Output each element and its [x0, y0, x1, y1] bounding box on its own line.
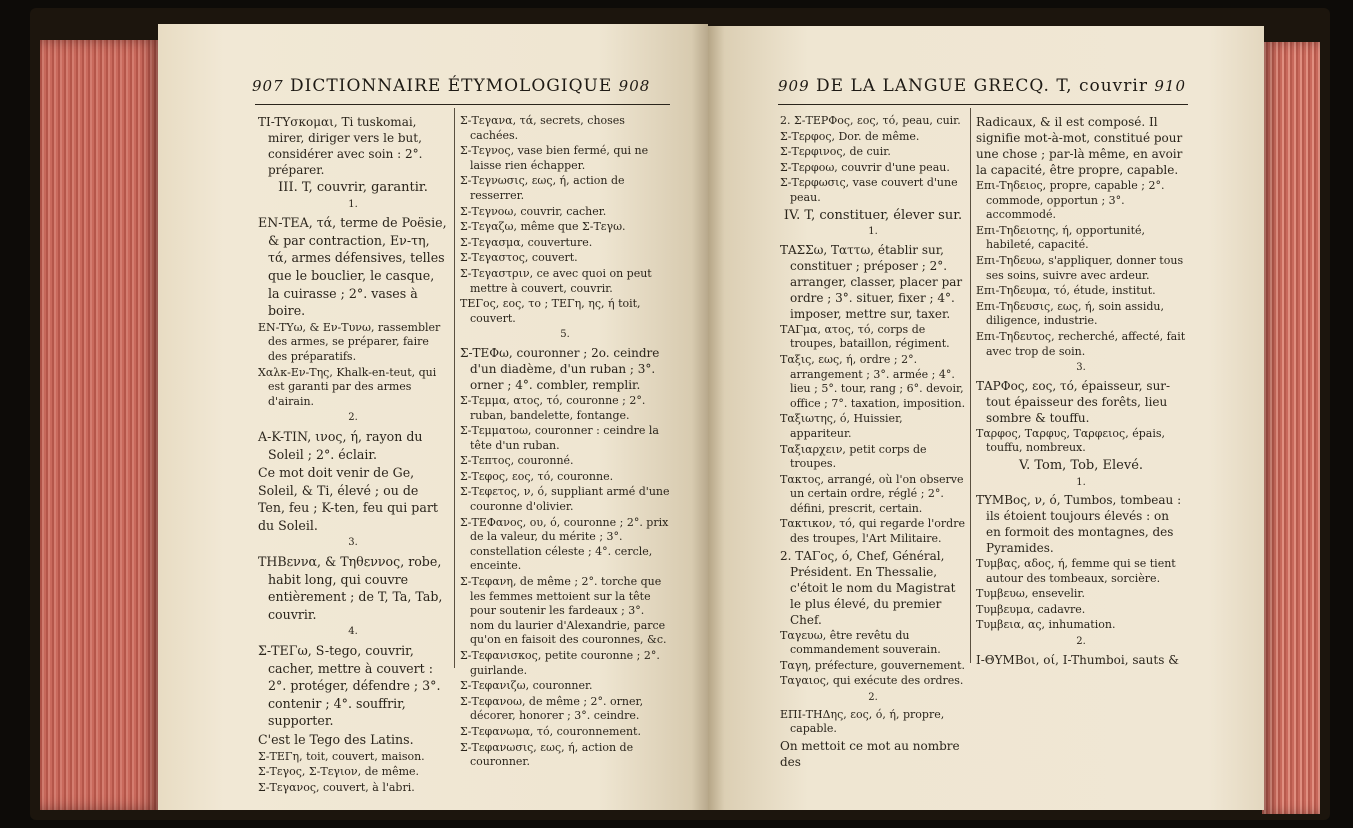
entry: EN-TΥω, & Εν-Τυνω, rassembler des armes, se préparer, faire des préparatifs.: [258, 320, 441, 363]
column-3: [780, 114, 966, 771]
entry: Σ-ΤΕΦανος, ου, ό, couronne ; 2°. prix de la valeur, du mérite ; 3°. constellation céleste ; 4°. cercle, enceinte.: [460, 515, 669, 573]
entry: Σ-Τερφινος, de cuir.: [780, 145, 891, 159]
entry: Επι-Τηδευτος, recherché, affecté, fait avec trop de soin.: [976, 329, 1186, 358]
entry-number: 5.: [560, 329, 570, 341]
entry: 2. ΤΑΓος, ό, Chef, Général, Président. En Thessalie, c'étoit le nom du Magistrat le plus élevé, du premier Chef.: [780, 548, 956, 627]
entry: Σ-TEΓω, S-tego, couvrir, cacher, mettre à couvert : 2°. protéger, défendre ; 3°. contenir ; 4°. souffrir, supporter.: [258, 643, 441, 729]
entry: ΤΑΓμα, ατος, τό, corps de troupes, bataillon, régiment.: [780, 322, 950, 351]
entry-note: C'est le Tego des Latins.: [258, 732, 414, 747]
entry-number: 4.: [348, 626, 358, 638]
entry: 2. Σ-ΤΕΡΦος, εος, τό, peau, cuir.: [780, 114, 961, 127]
entry: Ταξις, εως, ή, ordre ; 2°. arrangement ; 3°. armée ; 4°. lieu ; 5°. tour, rang ; 6°. devoir, office ; 7°. taxation, imposition.: [780, 352, 966, 410]
entry: Σ-Τεγασμα, couverture.: [460, 235, 593, 249]
entry: Σ-Τεφανωσις, εως, ή, action de couronner.: [460, 740, 634, 769]
entry: Σ-Τερφος, Dor. de même.: [780, 129, 920, 143]
entry: Σ-Τεγνοω, couvrir, cacher.: [460, 204, 607, 218]
entry: ΕΠΙ-ΤΗΔης, εος, ό, ή, propre, capable.: [780, 707, 945, 736]
entry: Τυμβεια, ας, inhumation.: [976, 618, 1116, 632]
entry: Σ-Τεφανιζω, couronner.: [460, 679, 593, 693]
entry: Σ-Τεφος, εος, τό, couronne.: [460, 469, 614, 483]
entry: Σ-Τεφανη, de même ; 2°. torche que les femmes mettoient sur la tête pour soutenir les fardeaux ; 3°. nom du laurier d'Alexandrie, parce qu'on en faisoit des couronnes, &c.: [460, 575, 667, 647]
section-heading: III. T, couvrir, garantir.: [278, 180, 428, 195]
entry: Ταγη, préfecture, gouvernement.: [780, 658, 966, 672]
right-page-title: DE LA LANGUE GRECQ. T, couvrir: [816, 76, 1148, 96]
entry: Ταγαιος, qui exécute des ordres.: [780, 674, 964, 688]
entry: Σ-Τεφανωμα, τό, couronnement.: [460, 724, 641, 738]
entry: Σ-Τεμμα, ατος, τό, couronne ; 2°. ruban, bandelette, fontange.: [460, 393, 646, 422]
entry-note: Radicaux, & il est composé. Il signifie mot-à-mot, constitué pour une chose ; par-là même, en avoir la capacité, être propre, capable.: [976, 115, 1183, 177]
entry: Επι-Τηδειος, propre, capable ; 2°. commode, opportun ; 3°. accommodé.: [976, 179, 1165, 222]
entry: Ταρφος, Ταρφυς, Ταρφειος, épais, touffu, nombreux.: [976, 426, 1165, 455]
entry: Σ-Τεγανα, τά, secrets, choses cachées.: [460, 114, 625, 142]
column-2: [460, 114, 670, 771]
entry: Σ-Τεγανος, couvert, à l'abri.: [258, 780, 415, 794]
entry: Σ-Τεγαζω, même que Σ-Τεγω.: [460, 220, 626, 234]
entry: Τυμβευμα, cadavre.: [976, 602, 1086, 616]
entry-number: 1.: [1076, 476, 1086, 488]
entry: Σ-Τεπτος, couronné.: [460, 454, 574, 468]
right-header-rule: [778, 104, 1188, 105]
entry: Χαλκ-Εν-Της, Khalk-en-teut, qui est garanti par des armes d'airain.: [258, 365, 437, 408]
entry: Σ-Τεγος, Σ-Τεγιον, de même.: [258, 765, 420, 779]
right-page-number-right: 910: [1154, 77, 1187, 95]
entry-number: 3.: [1076, 362, 1086, 374]
page-edges-left: [40, 40, 160, 810]
entry: Ταγευω, être revêtu du commandement souverain.: [780, 628, 941, 657]
entry: Σ-Τεμματοω, couronner : ceindre la tête d'un ruban.: [460, 424, 659, 452]
entry: ΤΕΓος, εος, το ; ΤΕΓη, ης, ή toit, couvert.: [460, 297, 641, 325]
entry: ΤΑΣΣω, Ταττω, établir sur, constituer ; préposer ; 2°. arranger, classer, placer par ordre ; 3°. situer, fixer ; 4°. imposer, mettre sur, taxer.: [780, 242, 963, 321]
entry-number: 2.: [1076, 636, 1086, 648]
entry: Σ-ΤΕΓη, toit, couvert, maison.: [258, 749, 425, 763]
left-running-head: [252, 76, 650, 96]
right-running-head: [778, 76, 1186, 96]
section-heading: IV. T, constituer, élever sur.: [783, 207, 963, 223]
entry: Σ-Τεγνος, vase bien fermé, qui ne laisse rien échapper.: [460, 144, 649, 172]
right-page-number: 909: [778, 77, 810, 95]
entry: A-K-TIN, ινος, ή, rayon du Soleil ; 2°. éclair.: [258, 428, 423, 462]
entry: Ταξιωτης, ό, Huissier, appariteur.: [780, 412, 903, 440]
entry: Σ-Τερφοω, couvrir d'une peau.: [780, 160, 950, 174]
entry: Σ-Τεγνωσις, εως, ή, action de resserrer.: [460, 174, 625, 202]
entry-number: 3.: [348, 537, 358, 549]
left-column-divider: [454, 108, 455, 668]
column-4: [976, 114, 1186, 669]
entry: ΤΑΡΦος, εος, τό, épaisseur, sur-tout épaisseur des forêts, lieu sombre & touffu.: [976, 378, 1171, 425]
entry: Σ-Τεφανισκος, petite couronne ; 2°. guirlande.: [460, 649, 660, 677]
entry: Επι-Τηδειοτης, ή, opportunité, habileté, capacité.: [976, 223, 1146, 252]
entry: Σ-Τεγαστος, couvert.: [460, 251, 578, 265]
entry: Επι-Τηδευσις, εως, ή, soin assidu, diligence, industrie.: [976, 299, 1164, 328]
right-column-divider: [970, 108, 971, 663]
entry: TI-TΥσκομαι, Ti tuskomai, mirer, diriger vers le but, considérer avec soin : 2°. préparer.: [258, 115, 423, 177]
entry: THΒεννα, & Τηθεννος, robe, habit long, qui couvre entièrement ; de T, Ta, Tab, couvrir.: [258, 554, 443, 622]
entry: Σ-Τεγαστριν, ce avec quoi on peut mettre à couvert, couvrir.: [460, 266, 652, 295]
page-edges-right: [1262, 42, 1320, 814]
entry: Ταξιαρχειν, petit corps de troupes.: [780, 442, 927, 471]
left-page-title: DICTIONNAIRE ÉTYMOLOGIQUE: [290, 76, 613, 96]
entry: Τυμβευω, ensevelir.: [976, 587, 1085, 601]
entry: Σ-Τεφετος, ν, ό, suppliant armé d'une couronne d'olivier.: [460, 485, 670, 514]
entry: Επι-Τηδευμα, τό, étude, institut.: [976, 284, 1156, 298]
entry: TΥΜΒος, ν, ό, Tumbos, tombeau : ils étoient toujours élevés : on en formoit des montagnes, des Pyramides.: [976, 493, 1182, 556]
left-page-number: 907: [252, 77, 284, 95]
section-heading: V. Tom, Tob, Elevé.: [1018, 457, 1144, 473]
entry: Τακτος, arrangé, où l'on observe un certain ordre, réglé ; 2°. défini, prescrit, certain.: [780, 472, 964, 515]
entry: Ι-ΘΥΜΒοι, οί, I-Thumboi, sauts &: [976, 652, 1179, 667]
entry-number: 2.: [348, 412, 358, 424]
entry-number: 2.: [868, 692, 878, 704]
column-1: [258, 114, 448, 796]
entry: Τυμβας, αδος, ή, femme qui se tient autour des tombeaux, sorcière.: [976, 557, 1176, 585]
entry-number: 1.: [868, 226, 878, 238]
entry: Τακτικον, τό, qui regarde l'ordre des troupes, l'Art Militaire.: [780, 517, 965, 546]
entry-note: On mettoit ce mot au nombre des: [780, 738, 960, 769]
entry: Επι-Τηδευω, s'appliquer, donner tous ses soins, suivre avec ardeur.: [976, 253, 1184, 282]
entry: Σ-ΤΕΦω, couronner ; 2o. ceindre d'un diadème, d'un ruban ; 3°. orner ; 4°. combler, remplir.: [460, 345, 660, 392]
entry: EN-TEA, τά, terme de Poësie, & par contraction, Εν-τη, τά, armes défensives, telles que le bouclier, le casque, la cuirasse ; 2°. vases à boire.: [258, 215, 447, 319]
entry-number: 1.: [348, 198, 358, 210]
entry: Σ-Τεφανοω, de même ; 2°. orner, décorer, honorer ; 3°. ceindre.: [460, 694, 644, 723]
left-page-number-right: 908: [618, 77, 651, 95]
left-header-rule: [255, 104, 670, 105]
entry: Σ-Τερφωσις, vase couvert d'une peau.: [780, 176, 958, 204]
entry-note: Ce mot doit venir de Ge, Soleil, & Ti, élevé ; ou de Ten, feu ; K-ten, feu qui part du Soleil.: [258, 465, 438, 533]
